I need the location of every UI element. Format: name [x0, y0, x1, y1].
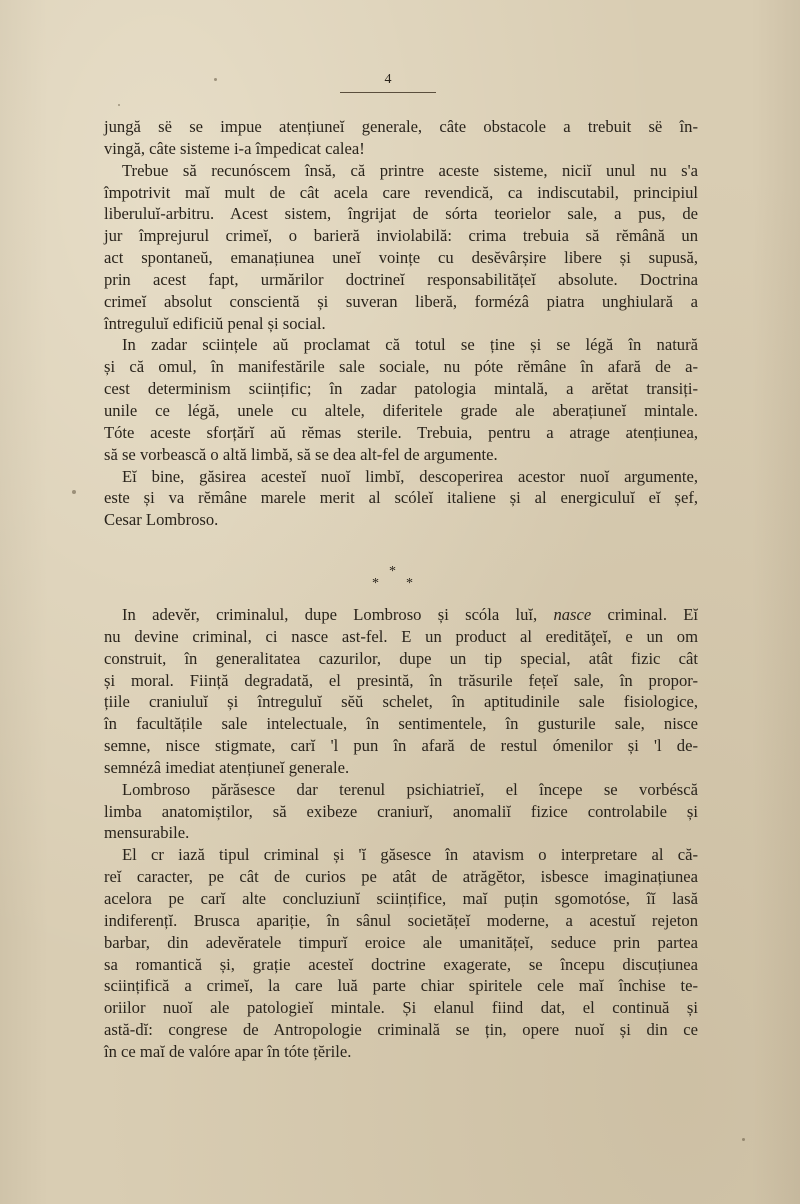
text-line: liberuluĭ-arbitru. Acest sistem, îngrijat de sórta teorielor sale, a pus, de	[104, 204, 698, 224]
asterisk: *	[406, 576, 413, 591]
text-block-bottom	[104, 604, 698, 1063]
page-number: 4	[384, 72, 392, 87]
text-line: crimeĭ absolut conscientă și suveran liberă, formézâ piatra unghiulară a	[104, 291, 698, 311]
text-line: Tóte aceste sforțărĭ aŭ rĕmas sterile. Trebuia, pentru a atrage atențiunea,	[104, 422, 698, 442]
text-line: Eĭ bine, găsirea acesteĭ nuoĭ limbĭ, descoperirea acestor nuoĭ argumente,	[122, 466, 698, 486]
text-line: construit, în generalitatea cazurilor, dupe un tip special, atât fizic cât	[104, 648, 698, 668]
text-line: limba anatomiștilor, să exibeze craniurĭ, anomaliĭ fizice controlabile și	[104, 801, 698, 821]
text-line	[104, 604, 698, 626]
text-line: și că omul, în manifestările sale sociale, nu póte rĕmâne în afară de a-	[104, 357, 698, 377]
text-line: astă-dĭ: congrese de Antropologie criminală se țin, opere nuoĭ și din ce	[104, 1020, 698, 1040]
text-line: Lombroso părăsesce dar terenul psichiatrieĭ, el începe se vorbéscă	[122, 779, 698, 799]
asterisk: *	[389, 564, 396, 579]
text-line: El cr iază tipul criminal și 'ĭ găsesce în atavism o interpretare al că-	[122, 845, 698, 865]
text-line: împotrivit maĭ mult de cât acela care revendică, ca indiscutabil, principiul	[104, 182, 698, 202]
text-line: sciințifică a crimeĭ, la care luă parte chiar spiritele cele maĭ închise te-	[104, 976, 698, 996]
text-line: semne, nisce stigmate, carĭ 'l pun în afară de restul ómenilor și 'l de-	[104, 736, 698, 756]
paper-speck	[118, 104, 120, 106]
text-line: Trebue să recunóscem însă, că printre aceste sisteme, niciĭ unul nu s'a	[122, 160, 698, 180]
section-separator	[360, 564, 424, 596]
text-line: Cesar Lombroso.	[104, 510, 219, 530]
text-line: mensurabile.	[104, 823, 190, 843]
text-line: acelora pe carĭ alte concluziunĭ sciințifice, maĭ puțin sgomotóse, îĭ lasă	[104, 888, 698, 908]
text-line: cest determinism sciințific; în zadar patologia mintală, a arĕtat transiți-	[104, 379, 698, 399]
text-line: în facultățile sale intelectuale, în sentimentele, în gusturile sale, nisce	[104, 714, 698, 734]
text-line: reĭ caracter, pe cât de curios pe atât de atrăgĕtor, isbesce imaginațiunea	[104, 867, 698, 887]
text-line: nu devine criminal, ci nasce ast-fel. E un product al eredităţeĭ, e un om	[104, 626, 698, 646]
text-line: să se vorbească o altă limbă, să se dea alt-fel de argumente.	[104, 444, 498, 464]
text-line: semnézâ imediat atențiuneĭ generale.	[104, 757, 350, 777]
text-line: In zadar sciințele aŭ proclamat că totul se ține și se légă în natură	[122, 335, 698, 355]
text-line: act spontaneŭ, emanațiunea uneĭ voințe cu desĕvârșire libere și supusă,	[104, 248, 698, 268]
paper-speck	[72, 490, 76, 494]
text-segment: criminal. Eĭ	[591, 605, 699, 624]
paper-speck	[742, 1138, 745, 1141]
text-line: unile ce légă, unele cu altele, diferitele grade ale aberațiuneĭ mintale.	[104, 400, 698, 420]
text-line: vingă, câte sisteme i-a împedicat calea!	[104, 138, 365, 158]
text-block-top	[104, 116, 698, 531]
italic-word: nasce	[553, 605, 592, 624]
text-line: este și va rĕmâne marele merit al scóleĭ italiene și al energiculuĭ eĭ șef,	[104, 488, 698, 508]
text-line: barbar, din adevĕratele timpurĭ eroice ale umanitățeĭ, seduce prin partea	[104, 932, 698, 952]
text-line: jur împrejurul crimeĭ, o barieră inviolabilă: crima trebuia să rĕmână un	[104, 226, 698, 246]
paper-speck	[214, 78, 217, 81]
header-rule	[340, 92, 436, 93]
asterisk: *	[372, 576, 379, 591]
text-line: oriilor nuoĭ ale patologieĭ mintale. Și elanul fiind dat, el continuă și	[104, 998, 698, 1018]
text-line: întreguluĭ edificiŭ penal și social.	[104, 313, 326, 333]
text-line: țiile craniuluĭ și întreguluĭ sĕŭ schelet, în aptitudinile sale fisiologice,	[104, 692, 698, 712]
text-line: prin acest fapt, urmărilor doctrineĭ responsabilitățeĭ absolute. Doctrina	[104, 269, 698, 289]
text-line: sa romantică și, grație acesteĭ doctrine exagerate, se începu discuțiunea	[104, 954, 698, 974]
text-segment: In adevĕr, criminalul, dupe Lombroso și scóla luĭ,	[122, 605, 554, 624]
text-line: și moral. Ființă degradată, el presintă, în trăsurile fețeĭ sale, în propor-	[104, 670, 698, 690]
text-line: jungă së se impue atențiuneĭ generale, câte obstacole a trebuit së în-	[104, 117, 698, 136]
text-line: în ce maĭ de valóre apar în tóte țĕrile.	[104, 1041, 352, 1061]
text-line: indiferențĭ. Brusca apariție, în sânul societățeĭ moderne, a acestuĭ rejeton	[104, 910, 698, 930]
